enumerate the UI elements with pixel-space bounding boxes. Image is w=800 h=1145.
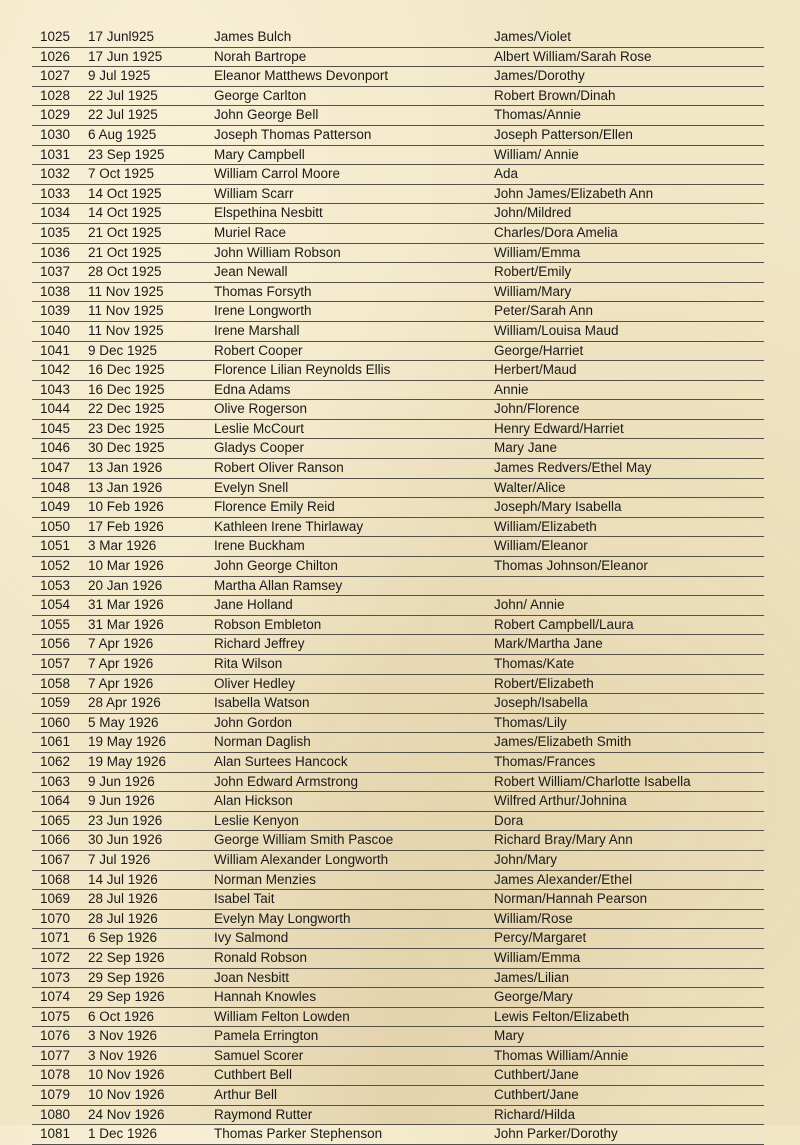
entry-name: Hannah Knowles (214, 989, 317, 1005)
entry-name: Ivy Salmond (214, 930, 289, 946)
entry-parents: Thomas/Annie (494, 107, 582, 123)
entry-number: 1045 (40, 420, 71, 436)
table-row (32, 48, 764, 68)
entry-parents: Thomas/Lily (494, 714, 567, 730)
entry-number: 1040 (40, 322, 71, 338)
entry-parents: William/Eleanor (494, 538, 588, 554)
entry-number: 1026 (40, 48, 71, 64)
table-row (32, 537, 764, 557)
entry-number: 1070 (40, 910, 71, 926)
entry-name: Samuel Scorer (214, 1047, 304, 1063)
table-row (32, 244, 764, 264)
entry-date: 22 Dec 1925 (88, 401, 165, 417)
entry-date: 22 Jul 1925 (88, 107, 158, 123)
entry-parents: Joseph Patterson/Ellen (494, 126, 633, 142)
table-row (32, 459, 764, 479)
entry-name: John George Bell (214, 107, 319, 123)
entry-parents: William/Rose (494, 910, 573, 926)
entry-name: Alan Surtees Hancock (214, 753, 348, 769)
entry-date: 3 Nov 1926 (88, 1047, 158, 1063)
entry-parents: John/Florence (494, 401, 580, 417)
entry-name: Isabel Tait (214, 891, 275, 907)
entry-parents: James/Dorothy (494, 68, 585, 84)
entry-date: 19 May 1926 (88, 734, 167, 750)
entry-number: 1061 (40, 734, 71, 750)
entry-number: 1071 (40, 930, 71, 946)
entry-name: Kathleen Irene Thirlaway (214, 518, 364, 534)
entry-name: Irene Marshall (214, 322, 300, 338)
table-row (32, 420, 764, 440)
entry-name: William Scarr (214, 185, 294, 201)
entry-date: 31 Mar 1926 (88, 616, 164, 632)
entry-name: Elspethina Nesbitt (214, 205, 323, 221)
entry-parents: John/Mary (494, 851, 558, 867)
entry-date: 17 Feb 1926 (88, 518, 164, 534)
table-row (32, 655, 764, 675)
table-row (32, 890, 764, 910)
entry-date: 10 Feb 1926 (88, 499, 164, 515)
entry-parents: James Redvers/Ethel May (494, 460, 652, 476)
entry-number: 1028 (40, 87, 71, 103)
entry-date: 9 Jun 1926 (88, 773, 155, 789)
entry-number: 1044 (40, 401, 71, 417)
entry-date: 28 Oct 1925 (88, 264, 162, 280)
entry-date: 10 Mar 1926 (88, 558, 164, 574)
entry-date: 6 Aug 1925 (88, 126, 157, 142)
entry-date: 6 Oct 1926 (88, 1008, 155, 1024)
table-row (32, 1008, 764, 1028)
entry-name: Mary Campbell (214, 146, 305, 162)
entry-name: Robert Cooper (214, 342, 303, 358)
entry-name: Richard Jeffrey (214, 636, 305, 652)
entry-date: 9 Jul 1925 (88, 68, 151, 84)
table-row (32, 910, 764, 930)
table-row (32, 1047, 764, 1067)
entry-date: 10 Nov 1926 (88, 1067, 165, 1083)
entry-parents: Robert William/Charlotte Isabella (494, 773, 691, 789)
entry-date: 10 Nov 1926 (88, 1087, 165, 1103)
entry-number: 1038 (40, 283, 71, 299)
entry-parents: Richard/Hilda (494, 1106, 576, 1122)
table-row (32, 165, 764, 185)
entry-name: Olive Rogerson (214, 401, 308, 417)
entry-name: Ronald Robson (214, 949, 308, 965)
entry-parents: William/Emma (494, 949, 581, 965)
entry-number: 1049 (40, 499, 71, 515)
entry-parents: Mark/Martha Jane (494, 636, 603, 652)
entry-parents: Robert/Elizabeth (494, 675, 594, 691)
table-row (32, 146, 764, 166)
entry-date: 21 Oct 1925 (88, 244, 162, 260)
entry-name: Isabella Watson (214, 695, 310, 711)
entry-parents: John/ Annie (494, 597, 565, 613)
entry-date: 30 Dec 1925 (88, 440, 165, 456)
entry-date: 16 Dec 1925 (88, 362, 165, 378)
entry-name: Jane Holland (214, 597, 293, 613)
entry-parents: Walter/Alice (494, 479, 566, 495)
entry-name: William Felton Lowden (214, 1008, 350, 1024)
entry-number: 1047 (40, 460, 71, 476)
entry-number: 1068 (40, 871, 71, 887)
entry-parents: William/Louisa Maud (494, 322, 619, 338)
entry-number: 1025 (40, 29, 71, 44)
entry-parents: Robert/Emily (494, 264, 572, 280)
entry-number: 1060 (40, 714, 71, 730)
entry-date: 21 Oct 1925 (88, 224, 162, 240)
table-row (32, 714, 764, 734)
table-row (32, 204, 764, 224)
entry-name: Robert Oliver Ranson (214, 460, 344, 476)
entry-number: 1074 (40, 989, 71, 1005)
entry-name: John William Robson (214, 244, 341, 260)
entry-date: 30 Jun 1926 (88, 832, 163, 848)
entry-number: 1053 (40, 577, 71, 593)
entry-parents: Cuthbert/Jane (494, 1087, 579, 1103)
entry-date: 23 Dec 1925 (88, 420, 165, 436)
entry-date: 11 Nov 1925 (88, 322, 164, 338)
entry-name: Norman Daglish (214, 734, 311, 750)
entry-name: Edna Adams (214, 381, 291, 397)
entry-date: 23 Sep 1925 (88, 146, 165, 162)
table-row (32, 283, 764, 303)
table-row (32, 106, 764, 126)
table-row (32, 831, 764, 851)
table-row (32, 67, 764, 87)
entry-parents: Joseph/Mary Isabella (494, 499, 622, 515)
entry-name: Irene Longworth (214, 303, 312, 319)
entry-name: Joan Nesbitt (214, 969, 290, 985)
entry-date: 28 Jul 1926 (88, 910, 158, 926)
entry-number: 1052 (40, 558, 71, 574)
entry-number: 1072 (40, 949, 71, 965)
entry-number: 1079 (40, 1087, 71, 1103)
entry-number: 1063 (40, 773, 71, 789)
entry-parents: John Parker/Dorothy (494, 1126, 618, 1142)
entry-number: 1042 (40, 362, 71, 378)
table-row (32, 381, 764, 401)
table-row (32, 439, 764, 459)
entry-date: 28 Jul 1926 (88, 891, 158, 907)
entry-date: 7 Apr 1926 (88, 636, 154, 652)
entry-number: 1076 (40, 1028, 71, 1044)
entry-number: 1075 (40, 1008, 71, 1024)
table-row (32, 871, 764, 891)
entry-parents: George/Harriet (494, 342, 584, 358)
entry-name: Irene Buckham (214, 538, 305, 554)
table-row (32, 851, 764, 871)
entry-parents: William/Emma (494, 244, 581, 260)
table-row (32, 969, 764, 989)
register-table (32, 28, 764, 1145)
table-row (32, 185, 764, 205)
table-row (32, 224, 764, 244)
entry-parents: Robert Brown/Dinah (494, 87, 616, 103)
entry-number: 1080 (40, 1106, 71, 1122)
entry-number: 1034 (40, 205, 71, 221)
entry-parents: James/Elizabeth Smith (494, 734, 632, 750)
entry-date: 5 May 1926 (88, 714, 159, 730)
entry-date: 17 Junl925 (88, 29, 155, 44)
table-row (32, 126, 764, 146)
table-row (32, 498, 764, 518)
entry-date: 13 Jan 1926 (88, 460, 163, 476)
entry-number: 1046 (40, 440, 71, 456)
entry-number: 1081 (40, 1126, 71, 1142)
entry-number: 1041 (40, 342, 71, 358)
entry-number: 1058 (40, 675, 71, 691)
entry-number: 1057 (40, 656, 71, 671)
entry-name: John Edward Armstrong (214, 773, 359, 789)
entry-date: 24 Nov 1926 (88, 1106, 165, 1122)
entry-name: Gladys Cooper (214, 440, 305, 456)
entry-parents: Percy/Margaret (494, 930, 587, 946)
table-row (32, 1106, 764, 1126)
table-row (32, 1066, 764, 1086)
entry-date: 22 Sep 1926 (88, 949, 165, 965)
entry-date: 11 Nov 1925 (88, 303, 164, 319)
entry-parents: Thomas William/Annie (494, 1047, 629, 1063)
entry-date: 31 Mar 1926 (88, 597, 164, 613)
table-row (32, 1027, 764, 1047)
entry-parents: Thomas Johnson/Eleanor (494, 558, 648, 574)
entry-number: 1051 (40, 538, 71, 554)
entry-date: 29 Sep 1926 (88, 989, 165, 1005)
entry-date: 7 Jul 1926 (88, 851, 151, 867)
table-row (32, 302, 764, 322)
entry-number: 1054 (40, 597, 71, 613)
entry-number: 1036 (40, 244, 71, 260)
entry-parents: Wilfred Arthur/Johnina (494, 793, 627, 809)
entry-date: 16 Dec 1925 (88, 381, 165, 397)
entry-name: Leslie McCourt (214, 420, 305, 436)
table-row (32, 929, 764, 949)
entry-parents: Mary Jane (494, 440, 558, 456)
entry-number: 1067 (40, 851, 71, 867)
entry-date: 6 Sep 1926 (88, 930, 158, 946)
entry-date: 14 Oct 1925 (88, 205, 162, 221)
entry-name: George William Smith Pascoe (214, 832, 394, 848)
entry-date: 13 Jan 1926 (88, 479, 163, 495)
entry-name: Leslie Kenyon (214, 812, 299, 828)
table-row (32, 1086, 764, 1106)
table-row (32, 479, 764, 499)
entry-parents: Thomas/Frances (494, 753, 596, 769)
table-row (32, 322, 764, 342)
entry-number: 1039 (40, 303, 71, 319)
entry-parents: Norman/Hannah Pearson (494, 891, 648, 907)
entry-number: 1065 (40, 812, 71, 828)
entry-date: 7 Apr 1926 (88, 656, 154, 671)
entry-parents: James/Lilian (494, 969, 570, 985)
table-row (32, 792, 764, 812)
entry-parents: William/Mary (494, 283, 572, 299)
entry-name: John George Chilton (214, 558, 338, 574)
entry-name: Joseph Thomas Patterson (214, 126, 372, 142)
entry-name: Norman Menzies (214, 871, 317, 887)
entry-date: 14 Oct 1925 (88, 185, 162, 201)
entry-name: Alan Hickson (214, 793, 293, 809)
table-row (32, 596, 764, 616)
entry-name: Arthur Bell (214, 1087, 278, 1103)
entry-date: 7 Oct 1925 (88, 166, 155, 182)
entry-date: 28 Apr 1926 (88, 695, 161, 711)
table-row (32, 263, 764, 283)
entry-name: Evelyn Snell (214, 479, 289, 495)
entry-number: 1043 (40, 381, 71, 397)
entry-name: Martha Allan Ramsey (214, 577, 343, 593)
entry-number: 1050 (40, 518, 71, 534)
entry-parents: Thomas/Kate (494, 656, 575, 671)
table-row (32, 1125, 764, 1145)
entry-parents: Henry Edward/Harriet (494, 420, 624, 436)
entry-parents: John James/Elizabeth Ann (494, 185, 654, 201)
entry-date: 3 Mar 1926 (88, 538, 157, 554)
entry-number: 1056 (40, 636, 71, 652)
entry-number: 1029 (40, 107, 71, 123)
entry-name: Rita Wilson (214, 656, 283, 671)
entry-date: 17 Jun 1925 (88, 48, 163, 64)
table-row (32, 753, 764, 773)
entry-number: 1073 (40, 969, 71, 985)
entry-number: 1048 (40, 479, 71, 495)
entry-parents: William/Elizabeth (494, 518, 597, 534)
entry-number: 1027 (40, 68, 71, 84)
table-row (32, 342, 764, 362)
entry-parents: Mary (494, 1028, 524, 1044)
entry-number: 1064 (40, 793, 71, 809)
entry-date: 1 Dec 1926 (88, 1126, 158, 1142)
entry-date: 14 Jul 1926 (88, 871, 158, 887)
entry-parents: Herbert/Maud (494, 362, 577, 378)
entry-parents: Albert William/Sarah Rose (494, 48, 652, 64)
entry-parents: Robert Campbell/Laura (494, 616, 634, 632)
entry-name: George Carlton (214, 87, 307, 103)
entry-name: Muriel Race (214, 224, 287, 240)
table-row (32, 577, 764, 597)
table-row (32, 988, 764, 1008)
entry-number: 1077 (40, 1047, 71, 1063)
table-row (32, 675, 764, 695)
entry-number: 1055 (40, 616, 71, 632)
table-row (32, 773, 764, 793)
entry-number: 1033 (40, 185, 71, 201)
entry-name: Raymond Rutter (214, 1106, 313, 1122)
entry-number: 1031 (40, 146, 71, 162)
entry-name: Cuthbert Bell (214, 1067, 293, 1083)
entry-parents: Ada (494, 166, 519, 182)
table-row (32, 87, 764, 107)
entry-name: John Gordon (214, 714, 293, 730)
entry-number: 1035 (40, 224, 71, 240)
entry-name: James Bulch (214, 29, 292, 44)
entry-date: 7 Apr 1926 (88, 675, 154, 691)
entry-parents: Joseph/Isabella (494, 695, 588, 711)
entry-date: 19 May 1926 (88, 753, 167, 769)
entry-parents: James/Violet (494, 29, 572, 44)
entry-date: 9 Dec 1925 (88, 342, 158, 358)
entry-name: Eleanor Matthews Devonport (214, 68, 389, 84)
table-row (32, 733, 764, 753)
entry-date: 29 Sep 1926 (88, 969, 165, 985)
entry-name: Thomas Forsyth (214, 283, 312, 299)
entry-parents: Charles/Dora Amelia (494, 224, 618, 240)
table-row (32, 949, 764, 969)
entry-parents: John/Mildred (494, 205, 572, 221)
table-row (32, 616, 764, 636)
entry-name: Robson Embleton (214, 616, 322, 632)
entry-parents: George/Mary (494, 989, 573, 1005)
entry-date: 3 Nov 1926 (88, 1028, 158, 1044)
entry-parents: Peter/Sarah Ann (494, 303, 594, 319)
table-row (32, 28, 764, 48)
table-row (32, 518, 764, 538)
entry-name: Pamela Errington (214, 1028, 319, 1044)
entry-parents: Annie (494, 381, 529, 397)
table-row (32, 812, 764, 832)
entry-name: Norah Bartrope (214, 48, 307, 64)
entry-number: 1066 (40, 832, 71, 848)
entry-number: 1037 (40, 264, 71, 280)
entry-name: Evelyn May Longworth (214, 910, 351, 926)
entry-name: William Alexander Longworth (214, 851, 389, 867)
entry-parents: Lewis Felton/Elizabeth (494, 1008, 630, 1024)
table-row (32, 694, 764, 714)
entry-name: Jean Newall (214, 264, 288, 280)
table-row (32, 361, 764, 381)
entry-parents: Dora (494, 812, 524, 828)
entry-date: 11 Nov 1925 (88, 283, 164, 299)
entry-number: 1069 (40, 891, 71, 907)
table-row (32, 400, 764, 420)
entry-name: Florence Emily Reid (214, 499, 335, 515)
entry-parents: Cuthbert/Jane (494, 1067, 579, 1083)
table-row (32, 635, 764, 655)
entry-name: William Carrol Moore (214, 166, 341, 182)
entry-parents: Richard Bray/Mary Ann (494, 832, 633, 848)
entry-date: 22 Jul 1925 (88, 87, 158, 103)
entry-name: Thomas Parker Stephenson (214, 1126, 383, 1142)
entry-date: 20 Jan 1926 (88, 577, 163, 593)
entry-date: 9 Jun 1926 (88, 793, 155, 809)
entry-parents: James Alexander/Ethel (494, 871, 633, 887)
entry-number: 1078 (40, 1067, 71, 1083)
entry-number: 1059 (40, 695, 71, 711)
table-row (32, 557, 764, 577)
entry-number: 1032 (40, 166, 71, 182)
entry-date: 23 Jun 1926 (88, 812, 163, 828)
entry-number: 1030 (40, 126, 71, 142)
entry-parents: William/ Annie (494, 146, 579, 162)
entry-number: 1062 (40, 753, 71, 769)
entry-name: Florence Lilian Reynolds Ellis (214, 362, 391, 378)
entry-name: Oliver Hedley (214, 675, 296, 691)
